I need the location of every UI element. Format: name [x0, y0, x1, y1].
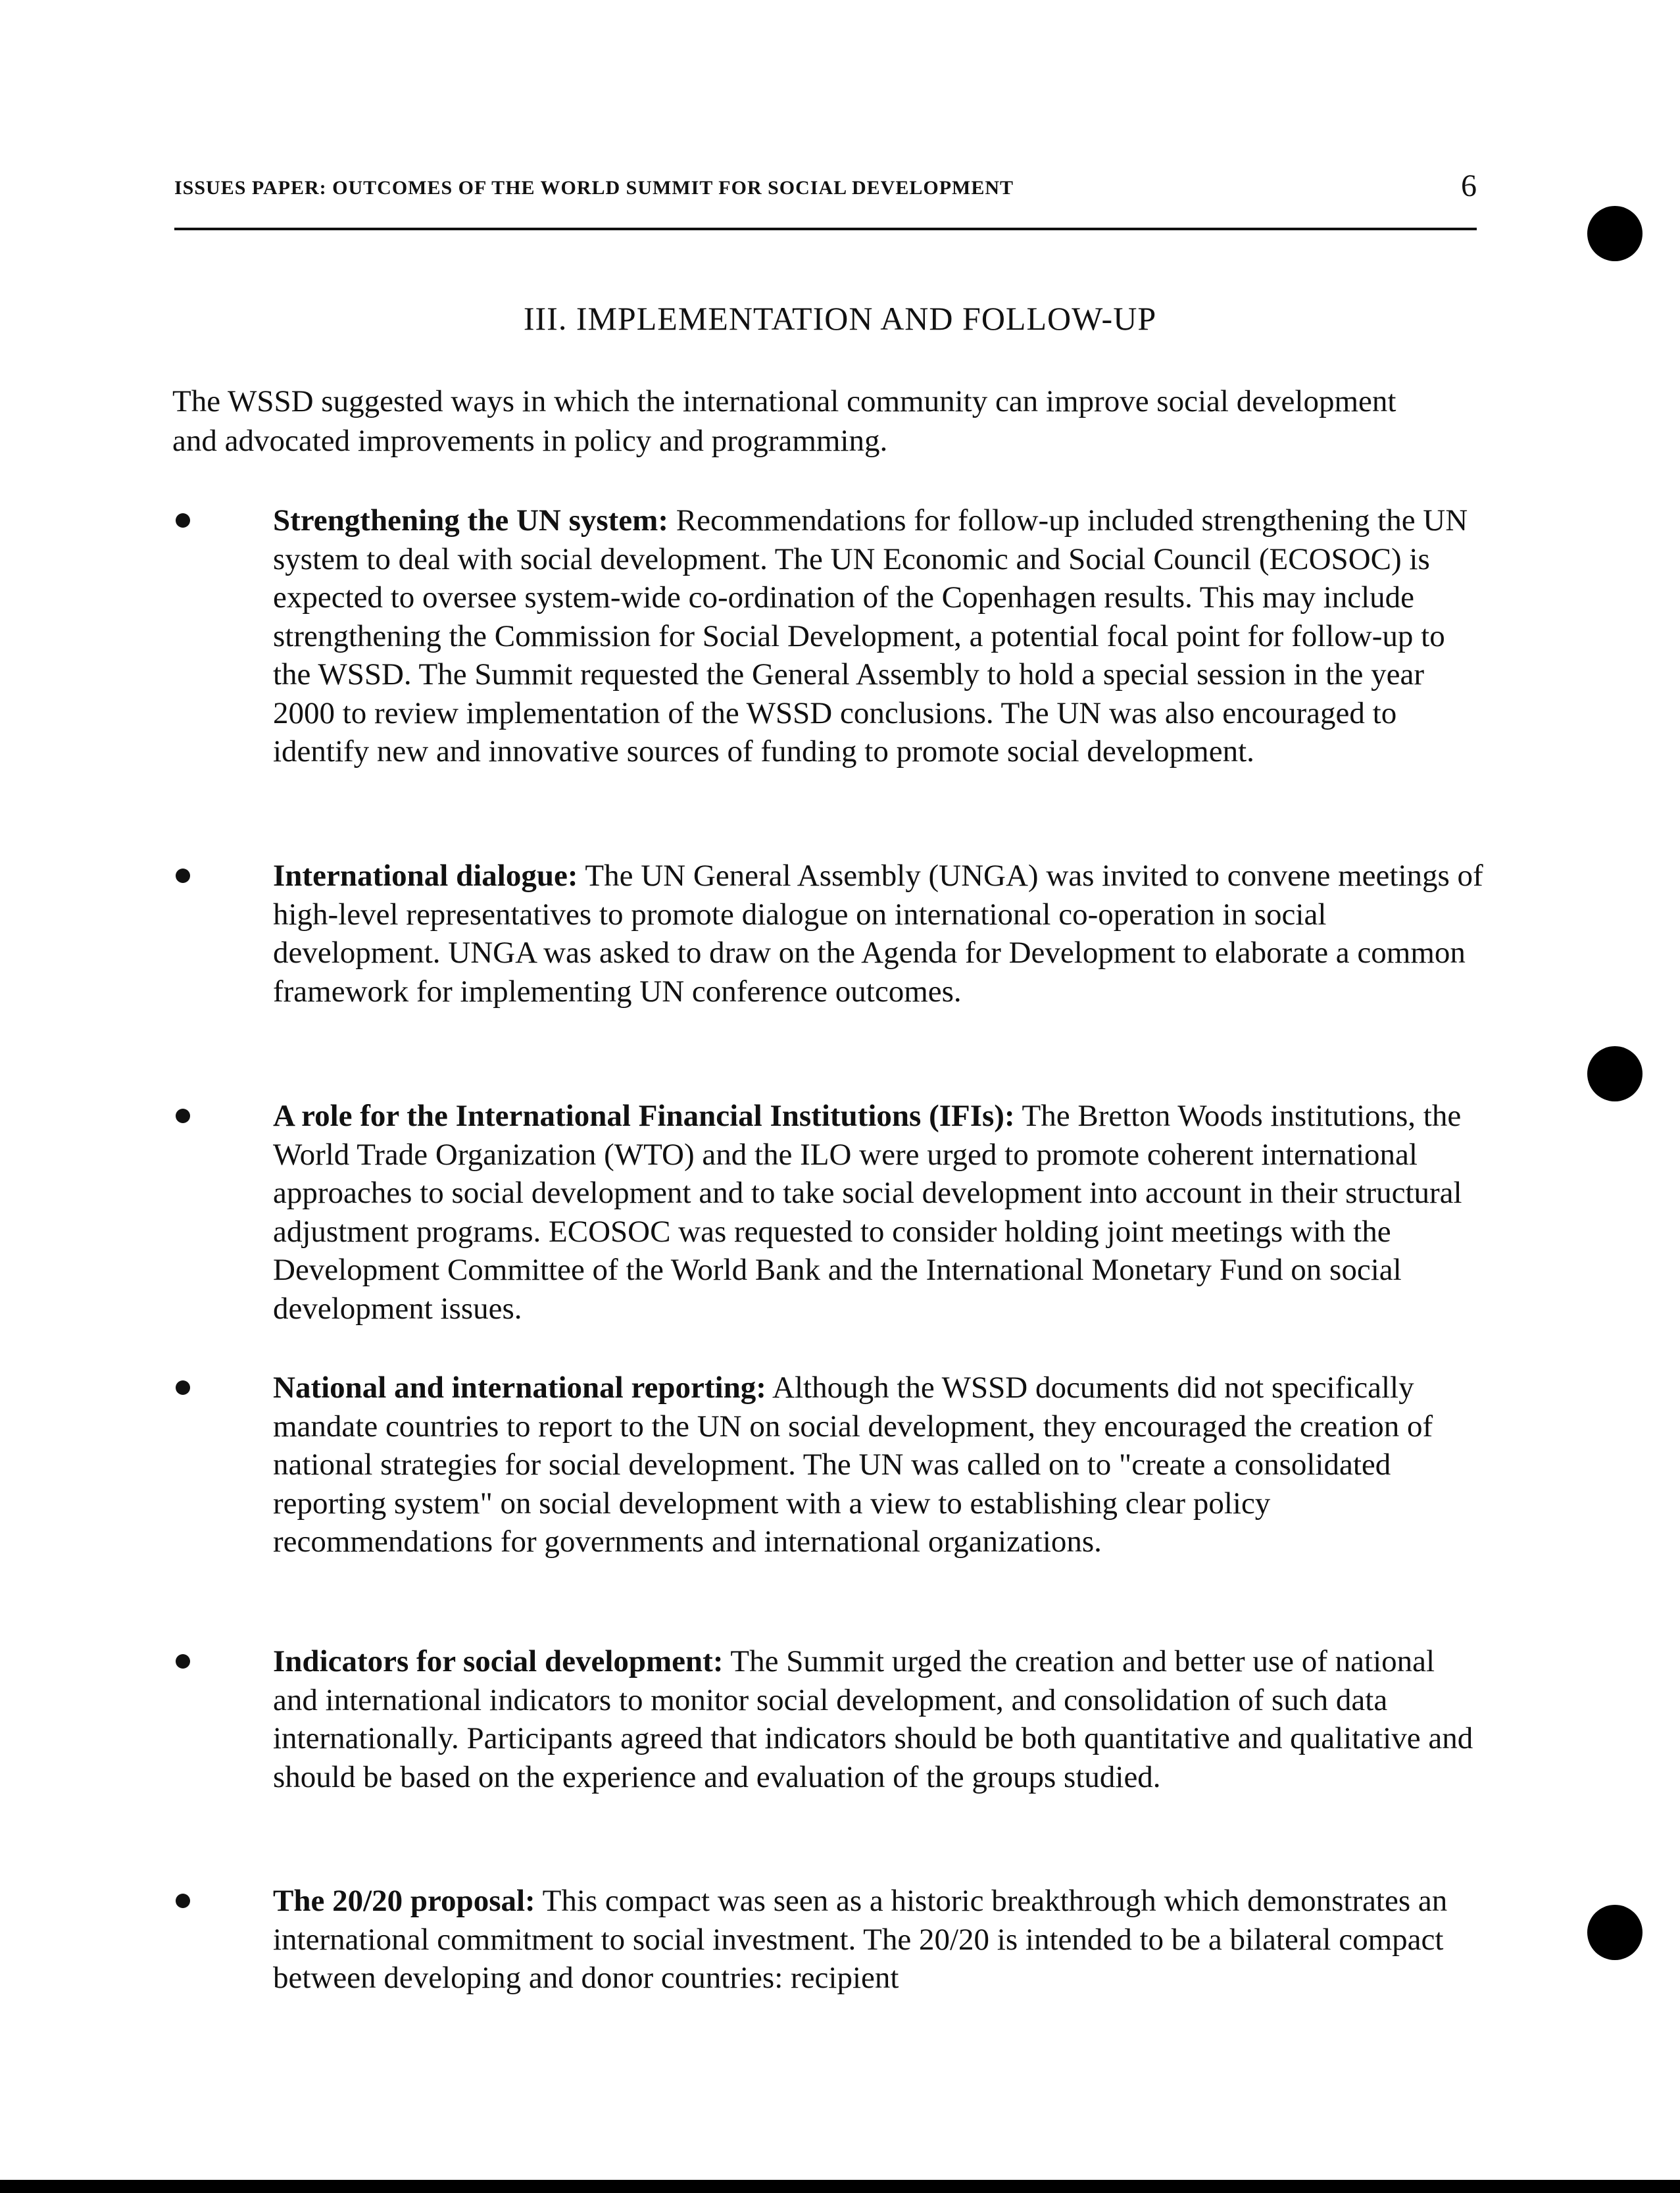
- bullet-body: This compact was seen as a historic breakthrough which demonstrates an international commitment to social investment. The 20/20 is intended to be a bilateral compact between developing and donor countries: recipient: [273, 1884, 1448, 1995]
- bullet-icon: [176, 1894, 190, 1908]
- scan-bottom-edge: [0, 2180, 1680, 2193]
- bullet-paragraph: [273, 1882, 1483, 1998]
- bullet-icon: [176, 869, 190, 883]
- bullet-heading: The 20/20 proposal:: [273, 1884, 535, 1918]
- bullet-paragraph: [273, 857, 1483, 1011]
- bullet-body: The UN General Assembly (UNGA) was invited to convene meetings of high-level representatives to promote dialogue on international co-operation in social development. UNGA was asked to draw on the Agenda for Development to elaborate a common framework for implementing UN conference outcomes.: [273, 859, 1483, 1009]
- bullet-icon: [176, 1654, 190, 1669]
- bullet-paragraph: [273, 1097, 1483, 1328]
- bullet-body: The Summit urged the creation and better use of national and international indicators to monitor social development, and consolidation of such data internationally. Participants agreed that indicators should be both quantitative and qualitative and should be based on the experience and evaluation of the groups studied.: [273, 1644, 1473, 1794]
- bullet-icon: [176, 513, 190, 528]
- bullet-body: The Bretton Woods institutions, the World Trade Organization (WTO) and the ILO were urged to promote coherent international approaches to social development and to take social development into account in their structural adjustment programs. ECOSOC was requested to consider holding joint meetings with the Development Committee of the World Bank and the International Monetary Fund on social development issues.: [273, 1099, 1462, 1326]
- section-title: III. IMPLEMENTATION AND FOLLOW-UP: [523, 300, 1157, 337]
- bullet-heading: Strengthening the UN system:: [273, 503, 668, 538]
- bullet-body: Recommendations for follow-up included strengthening the UN system to deal with social development. The UN Economic and Social Council (ECOSOC) is expected to oversee system-wide co-ordination of the Copenhagen results. This may include strengthening the Commission for Social Development, a potential focal point for follow-up to the WSSD. The Summit requested the General Assembly to hold a special session in the year 2000 to review implementation of the WSSD conclusions. The UN was also encouraged to identify new and innovative sources of funding to promote social development.: [273, 503, 1468, 769]
- intro-paragraph: The WSSD suggested ways in which the international community can improve social development and advocated improvements in policy and programming.: [172, 384, 1396, 458]
- bullet-heading: A role for the International Financial Institutions (IFIs):: [273, 1099, 1015, 1133]
- header-rule: [174, 228, 1477, 230]
- bullet-paragraph: [273, 1369, 1483, 1561]
- bullet-heading: International dialogue:: [273, 859, 578, 893]
- bullet-icon: [176, 1109, 190, 1123]
- bullet-paragraph: [273, 1642, 1483, 1796]
- binder-hole-bottom: [1587, 1905, 1643, 1960]
- bullet-icon: [176, 1380, 190, 1395]
- header-title: ISSUES PAPER: OUTCOMES OF THE WORLD SUMMIT FOR SOCIAL DEVELOPMENT: [174, 177, 1014, 199]
- binder-hole-middle: [1587, 1046, 1643, 1101]
- page-number: 6: [1461, 168, 1477, 203]
- bullet-heading: National and international reporting:: [273, 1371, 766, 1405]
- bullet-body: Although the WSSD documents did not specifically mandate countries to report to the UN on social development, they encouraged the creation of national strategies for social development. The UN was called on to "create a consolidated reporting system" on social development with a view to establishing clear policy recommendations for governments and international organizations.: [273, 1371, 1433, 1559]
- running-header: [174, 168, 1477, 207]
- bullet-heading: Indicators for social development:: [273, 1644, 724, 1678]
- bullet-paragraph: [273, 501, 1483, 771]
- binder-hole-top: [1587, 206, 1643, 261]
